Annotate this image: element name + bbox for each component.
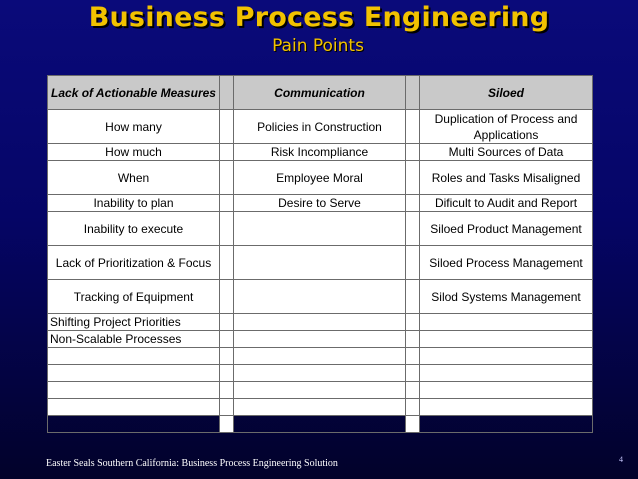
table-cell: Duplication of Process and Applications	[420, 110, 593, 144]
table-cell	[420, 416, 593, 433]
table-row	[48, 348, 593, 365]
table-cell	[234, 331, 406, 348]
table-row	[48, 416, 593, 433]
page-number: 4	[619, 455, 623, 464]
column-gap	[406, 161, 420, 195]
column-gap	[406, 348, 420, 365]
table-cell	[234, 280, 406, 314]
table-cell: Shifting Project Priorities	[48, 314, 220, 331]
table-row	[48, 144, 593, 161]
column-gap	[220, 416, 234, 433]
table-cell: Inability to execute	[48, 212, 220, 246]
table-row	[48, 280, 593, 314]
column-gap	[220, 161, 234, 195]
column-header: Lack of Actionable Measures	[48, 76, 220, 110]
column-gap	[406, 331, 420, 348]
table-cell	[234, 314, 406, 331]
slide-title: Business Process Engineering	[88, 2, 550, 33]
table-cell: How much	[48, 144, 220, 161]
table-cell: Risk Incompliance	[234, 144, 406, 161]
table-cell: Siloed Product Management	[420, 212, 593, 246]
slide-footer: Easter Seals Southern California: Business Process Engineering Solution	[46, 458, 338, 469]
column-gap	[406, 195, 420, 212]
column-gap	[406, 382, 420, 399]
column-gap	[406, 144, 420, 161]
column-gap	[220, 280, 234, 314]
column-gap	[406, 76, 420, 110]
column-gap	[220, 144, 234, 161]
column-gap	[220, 399, 234, 416]
table-cell	[420, 331, 593, 348]
table-cell: Employee Moral	[234, 161, 406, 195]
column-header: Communication	[234, 76, 406, 110]
column-gap	[406, 110, 420, 144]
table-cell	[48, 416, 220, 433]
column-gap	[220, 246, 234, 280]
column-gap	[406, 246, 420, 280]
column-gap	[220, 331, 234, 348]
table-row	[48, 110, 593, 144]
column-gap	[220, 382, 234, 399]
table-cell: Dificult to Audit and Report	[420, 195, 593, 212]
table-cell	[48, 348, 220, 365]
column-gap	[220, 365, 234, 382]
table-cell	[420, 399, 593, 416]
table-row	[48, 246, 593, 280]
table-cell: Tracking of Equipment	[48, 280, 220, 314]
table-cell	[420, 314, 593, 331]
table-cell	[234, 365, 406, 382]
column-gap	[406, 314, 420, 331]
table-cell	[420, 382, 593, 399]
table-cell: Desire to Serve	[234, 195, 406, 212]
pain-points-table	[47, 75, 592, 415]
table-row	[48, 212, 593, 246]
column-gap	[406, 212, 420, 246]
table-row	[48, 314, 593, 331]
table-cell: Inability to plan	[48, 195, 220, 212]
column-gap	[220, 110, 234, 144]
table-cell	[420, 348, 593, 365]
column-gap	[406, 280, 420, 314]
column-gap	[406, 365, 420, 382]
table-cell	[234, 246, 406, 280]
table-cell: Siloed Process Management	[420, 246, 593, 280]
table-cell	[234, 212, 406, 246]
table-row	[48, 365, 593, 382]
table-row	[48, 331, 593, 348]
table-cell: Non-Scalable Processes	[48, 331, 220, 348]
table-row	[48, 161, 593, 195]
column-header: Siloed	[420, 76, 593, 110]
table-cell	[234, 348, 406, 365]
column-gap	[406, 399, 420, 416]
table-cell: When	[48, 161, 220, 195]
table-cell	[48, 365, 220, 382]
column-gap	[406, 416, 420, 433]
slide-subtitle: Pain Points	[272, 36, 364, 56]
table-cell: Multi Sources of Data	[420, 144, 593, 161]
table-cell	[48, 382, 220, 399]
table-cell: Silod Systems Management	[420, 280, 593, 314]
table-cell	[234, 399, 406, 416]
table-header-row	[48, 76, 593, 110]
column-gap	[220, 314, 234, 331]
column-gap	[220, 76, 234, 110]
table-cell	[234, 416, 406, 433]
table-cell: Roles and Tasks Misaligned	[420, 161, 593, 195]
table-row	[48, 399, 593, 416]
table-row	[48, 382, 593, 399]
table-cell: Lack of Prioritization & Focus	[48, 246, 220, 280]
column-gap	[220, 212, 234, 246]
table-row	[48, 195, 593, 212]
table-cell: Policies in Construction	[234, 110, 406, 144]
table-cell	[234, 382, 406, 399]
column-gap	[220, 348, 234, 365]
table-cell	[48, 399, 220, 416]
column-gap	[220, 195, 234, 212]
table-cell: How many	[48, 110, 220, 144]
table-cell	[420, 365, 593, 382]
